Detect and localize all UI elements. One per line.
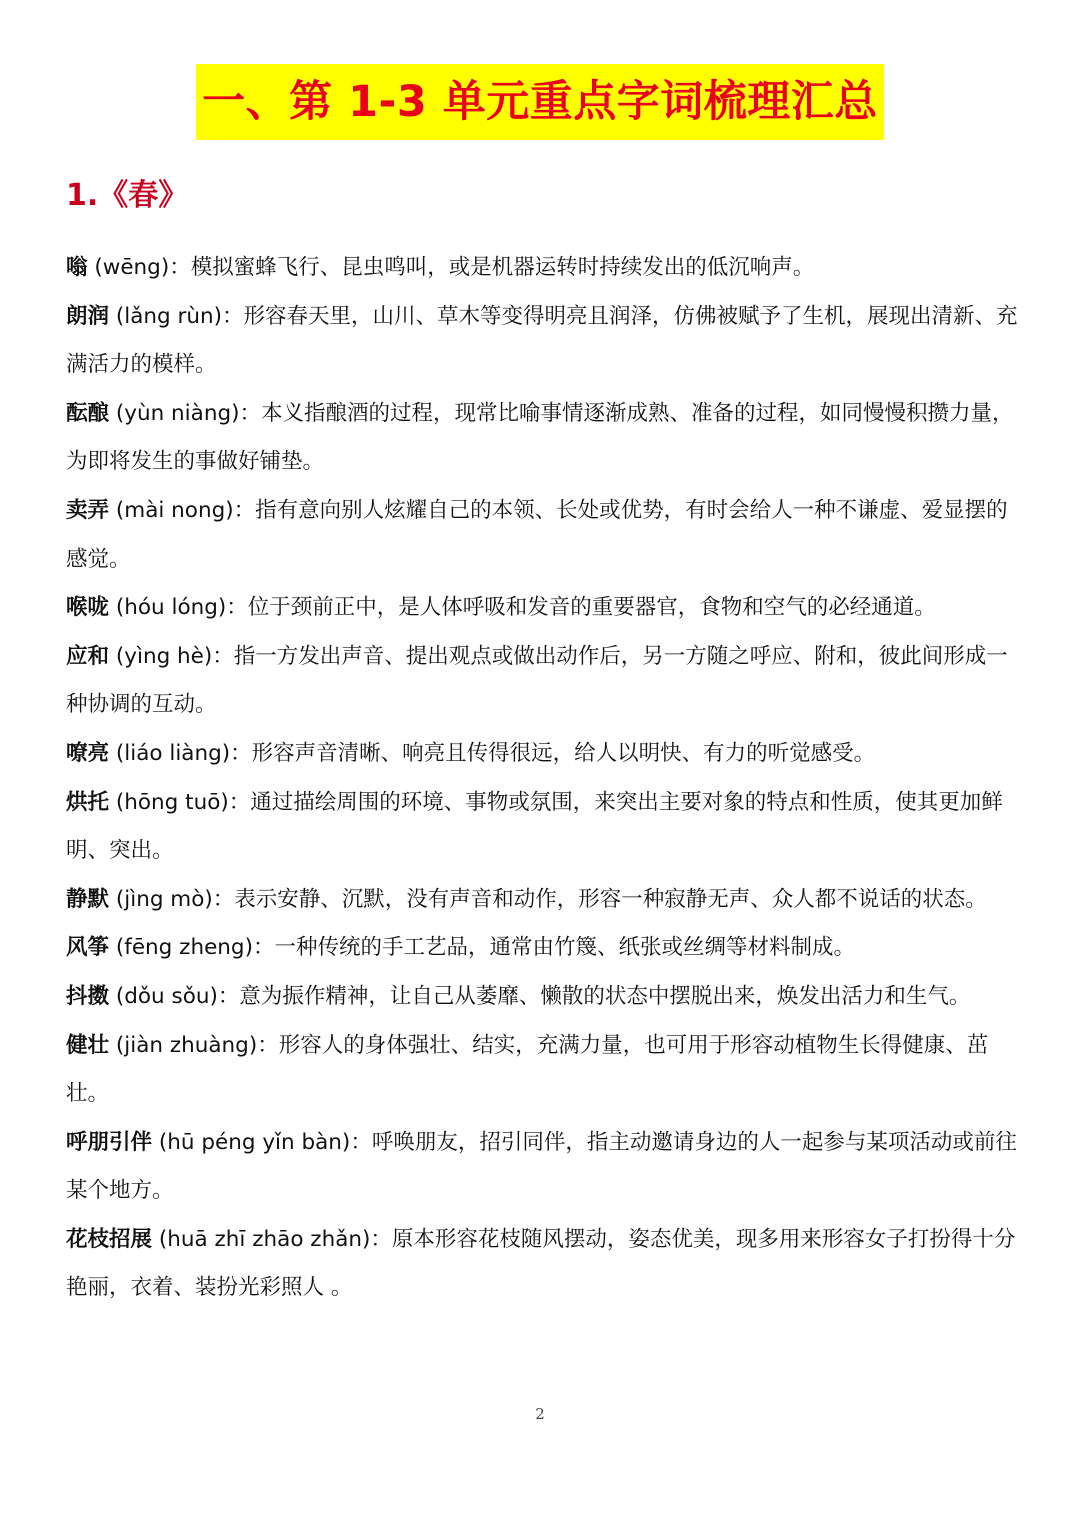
vocab-definition: ：表示安静、沉默，没有声音和动作，形容一种寂静无声、众人都不说话的状态。 xyxy=(212,886,987,912)
vocab-definition: ：形容春天里，山川、草木等变得明亮且润泽，仿佛被赋予了生机，展现出清新、充满活力的模样。 xyxy=(66,303,1018,378)
vocab-pinyin: (jiàn zhuàng) xyxy=(115,1032,258,1058)
vocab-definition: ：指一方发出声音、提出观点或做出动作后，另一方随之呼应、附和，彼此间形成一种协调的互动。 xyxy=(66,643,1008,718)
page-number: 2 xyxy=(535,1405,545,1423)
vocab-word: 抖擞 xyxy=(66,983,110,1009)
vocab-word: 嘹亮 xyxy=(66,740,110,766)
vocab-word: 朗润 xyxy=(66,303,110,329)
vocab-entry xyxy=(66,876,1021,925)
vocab-pinyin: (fēng zheng) xyxy=(115,935,253,961)
vocab-pinyin: (liáo liàng) xyxy=(115,740,231,766)
vocab-word: 烘托 xyxy=(66,789,110,815)
vocab-definition: ：通过描绘周围的环境、事物或氛围，来突出主要对象的特点和性质，使其更加鲜明、突出。 xyxy=(66,789,1003,864)
vocab-definition: ：一种传统的手工艺品，通常由竹篾、纸张或丝绸等材料制成。 xyxy=(252,935,855,961)
vocab-entry xyxy=(66,244,1021,293)
vocab-entry xyxy=(66,924,1021,973)
vocab-definition: ：意为振作精神，让自己从萎靡、懒散的状态中摆脱出来，焕发出活力和生气。 xyxy=(217,983,971,1009)
vocab-pinyin: (hóu lóng) xyxy=(115,595,227,621)
vocab-word: 健壮 xyxy=(66,1032,110,1058)
vocab-definition: ：指有意向别人炫耀自己的本领、长处或优势，有时会给人一种不谦虚、爱显摆的感觉。 xyxy=(66,497,1008,572)
section-title: 1.《春》 xyxy=(66,178,189,213)
vocab-definition: ：形容人的身体强壮、结实，充满力量，也可用于形容动植物生长得健康、茁壮。 xyxy=(66,1032,989,1107)
vocab-word: 花枝招展 xyxy=(66,1226,153,1252)
vocab-definition: ：形容声音清晰、响亮且传得很远，给人以明快、有力的听觉感受。 xyxy=(230,740,876,766)
vocab-entry xyxy=(66,1022,1021,1119)
vocab-definition: ：模拟蜜蜂飞行、昆虫鸣叫，或是机器运转时持续发出的低沉响声。 xyxy=(169,255,815,280)
vocab-entry xyxy=(66,1119,1021,1216)
vocab-pinyin: (yìng hè) xyxy=(115,643,213,669)
vocab-entry xyxy=(66,730,1021,779)
vocab-entry xyxy=(66,487,1021,584)
vocab-word: 酝酿 xyxy=(66,400,110,426)
vocab-entry xyxy=(66,584,1021,633)
title-container xyxy=(0,64,1080,140)
vocab-pinyin: (dǒu sǒu) xyxy=(115,983,218,1009)
vocab-pinyin: (jìng mò) xyxy=(115,886,213,912)
vocab-entry xyxy=(66,633,1021,730)
vocab-entry xyxy=(66,390,1021,487)
vocab-word: 风筝 xyxy=(66,935,110,961)
vocab-word: 嗡 xyxy=(66,255,88,280)
vocab-definition: ：位于颈前正中，是人体呼吸和发音的重要器官，食物和空气的必经通道。 xyxy=(226,595,936,621)
vocab-definition: ：原本形容花枝随风摆动，姿态优美，现多用来形容女子打扮得十分艳丽，衣着、装扮光彩照人 。 xyxy=(66,1226,1016,1301)
vocab-word: 呼朋引伴 xyxy=(66,1129,153,1155)
vocab-definition: ：本义指酿酒的过程，现常比喻事情逐渐成熟、准备的过程，如同慢慢积攒力量，为即将发生的事做好铺垫。 xyxy=(66,400,1014,475)
vocab-word: 喉咙 xyxy=(66,595,110,621)
page-title: 一、第 1-3 单元重点字词梳理汇总 xyxy=(196,64,884,140)
vocab-pinyin: (hōng tuō) xyxy=(115,789,229,815)
vocab-word: 卖弄 xyxy=(66,497,110,523)
vocab-entry xyxy=(66,1216,1021,1313)
vocab-pinyin: (hū péng yǐn bàn) xyxy=(158,1129,351,1155)
vocab-pinyin: (yùn niàng) xyxy=(115,400,240,426)
vocab-pinyin: (wēng) xyxy=(94,255,170,280)
vocab-entry xyxy=(66,293,1021,390)
vocab-pinyin: (lǎng rùn) xyxy=(115,303,222,329)
vocab-word: 静默 xyxy=(66,886,110,912)
vocab-entry xyxy=(66,779,1021,876)
vocab-word: 应和 xyxy=(66,643,110,669)
vocab-definition: ：呼唤朋友，招引同伴，指主动邀请身边的人一起参与某项活动或前往某个地方。 xyxy=(66,1129,1017,1204)
vocab-pinyin: (huā zhī zhāo zhǎn) xyxy=(158,1226,371,1252)
vocab-entry xyxy=(66,973,1021,1022)
vocab-pinyin: (mài nong) xyxy=(115,497,234,523)
vocabulary-list xyxy=(66,244,1021,1313)
